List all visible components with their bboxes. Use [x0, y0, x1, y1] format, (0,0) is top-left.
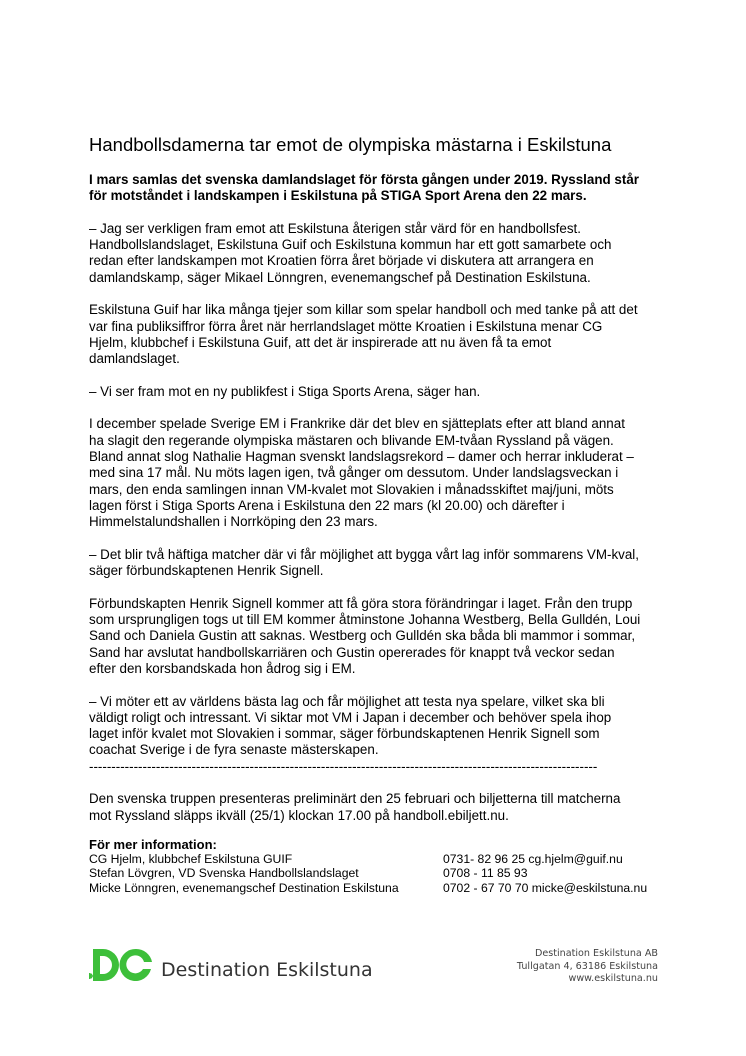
text-line: mot Ryssland släpps ikväll (25/1) klockan 17.00 på handboll.ebiljett.nu. [89, 807, 509, 823]
text-line: Sand har avslutat handbollskarriären och Gustin opererades för knappt två veckor sedan [89, 644, 615, 660]
text-line: med sina 17 mål. Nu möts lagen igen, två gånger om dessutom. Under landslagsveckan i [89, 465, 619, 481]
article-body [89, 172, 669, 840]
text-line: Eskilstuna Guif har lika många tjejer som killar som spelar handboll och med tanke på att det [89, 302, 638, 318]
contact-info [89, 838, 669, 895]
text-line: – Det blir två häftiga matcher där vi får möjlighet att bygga vårt lag inför sommarens VM-kval, [89, 546, 639, 562]
text-line: var fina publiksiffror förra året när herrlandslaget mötte Kroatien i Eskilstuna menar CG [89, 318, 603, 334]
text-line: Bland annat slog Nathalie Hagman svenskt landslagsrekord – damer och herrar inkluderat – [89, 449, 634, 465]
paragraph-quote-signell-2 [89, 694, 669, 759]
company-name: Destination Eskilstuna AB [534, 948, 658, 959]
text-line: säger förbundskaptenen Henrik Signell. [89, 563, 324, 579]
street-address: Tullgatan 4, 63186 Eskilstuna [516, 960, 658, 972]
text-line: mars, den enda samlingen innan VM-kvalet mot Slovakien i månadsskiftet maj/juni, möts [89, 481, 614, 497]
text-line: Den svenska truppen presenteras preliminärt den 25 februari och biljetterna till matcherna [89, 791, 621, 807]
paragraph-quote-signell-1 [89, 547, 669, 580]
contact-row [89, 866, 669, 880]
lead-paragraph [89, 172, 669, 205]
lead-line: I mars samlas det svenska damlandslaget för första gången under 2019. Ryssland står [89, 172, 639, 187]
text-line: lagen först i Stiga Sports Arena i Eskilstuna den 22 mars (kl 20.00) och därefter i [89, 497, 565, 513]
paragraph-guif [89, 302, 669, 367]
text-line: ha slagit den regerande olympiska mästaren och blivande EM-tvåan Ryssland på vägen. [89, 432, 614, 448]
logo-text: Destination Eskilstuna [161, 959, 373, 981]
text-line: redan efter landskampen mot Kroatien förra året började vi diskutera att arrangera en [89, 253, 594, 269]
contact-details: 0702 - 67 70 70 micke@eskilstuna.nu [443, 880, 648, 895]
paragraph-em [89, 416, 669, 530]
contact-name: Stefan Lövgren, VD Svenska Handbollslandslaget [89, 866, 359, 881]
footer-address [517, 948, 658, 986]
contact-row [89, 852, 669, 866]
paragraph-quote-hjelm [89, 384, 669, 400]
text-line: som ursprungligen togs ut till EM kommer åtminstone Johanna Westberg, Bella Gulldén, Loui [89, 612, 641, 628]
text-line: – Vi möter ett av världens bästa lag och får möjlighet att testa nya spelare, vilket ska bli [89, 693, 605, 709]
brand-logo [89, 945, 373, 985]
contact-details: 0731- 82 96 25 cg.hjelm@guif.nu [443, 852, 623, 867]
dashed-divider: ------------------------------------------------------------------------------------------------------------------ [89, 758, 598, 774]
page-title: Handbollsdamerna tar emot de olympiska mästarna i Eskilstuna [89, 134, 612, 155]
paragraph-changes [89, 596, 669, 677]
text-line: väldigt roligt och intressant. Vi siktar mot VM i Japan i december och behöver spela ihop [89, 709, 612, 725]
destination-eskilstuna-logo-icon [89, 947, 153, 983]
paragraph-quote-lonngren [89, 221, 669, 286]
website: www.eskilstuna.nu [568, 973, 658, 984]
contact-row [89, 881, 669, 895]
text-line: Hjelm, klubbchef i Eskilstuna Guif, att det är inspirerade att nu även få ta emot [89, 334, 552, 350]
contact-name: Micke Lönngren, evenemangschef Destination Eskilstuna [89, 880, 399, 895]
text-line: Himmelstalundshallen i Norrköping den 23 mars. [89, 514, 378, 530]
paragraph-closing [89, 791, 669, 824]
text-line: laget inför kvalet mot Slovakien i sommar, säger förbundskaptenen Henrik Signell som [89, 726, 600, 742]
text-line: – Jag ser verkligen fram emot att Eskilstuna återigen står värd för en handbollsfest. [89, 220, 581, 236]
contact-name: CG Hjelm, klubbchef Eskilstuna GUIF [89, 852, 293, 867]
text-line: damlandslaget. [89, 351, 180, 367]
text-line: I december spelade Sverige EM i Frankrike där det blev en sjätteplats efter att bland annat [89, 416, 625, 432]
contact-details: 0708 - 11 85 93 [443, 866, 528, 881]
text-line: Sand och Daniela Gustin att saknas. Westberg och Gulldén ska båda bli mammor i sommar, [89, 628, 636, 644]
text-line: Förbundskapten Henrik Signell kommer att få göra stora förändringar i laget. Från den trupp [89, 595, 633, 611]
text-line: coachat Sverige i de fyra senaste mästerskapen. [89, 742, 379, 758]
contact-heading: För mer information: [89, 837, 217, 852]
text-line: – Vi ser fram mot en ny publikfest i Stiga Sports Arena, säger han. [89, 383, 481, 399]
lead-line: för motståndet i landskampen i Eskilstuna på STIGA Sport Arena den 22 mars. [89, 188, 587, 204]
text-line: damlandskamp, säger Mikael Lönngren, evenemangschef på Destination Eskilstuna. [89, 269, 591, 285]
text-line: Handbollslandslaget, Eskilstuna Guif och Eskilstuna kommun har ett gott samarbete och [89, 237, 612, 253]
text-line: efter den korsbandskada hon ådrog sig i EM. [89, 660, 356, 676]
